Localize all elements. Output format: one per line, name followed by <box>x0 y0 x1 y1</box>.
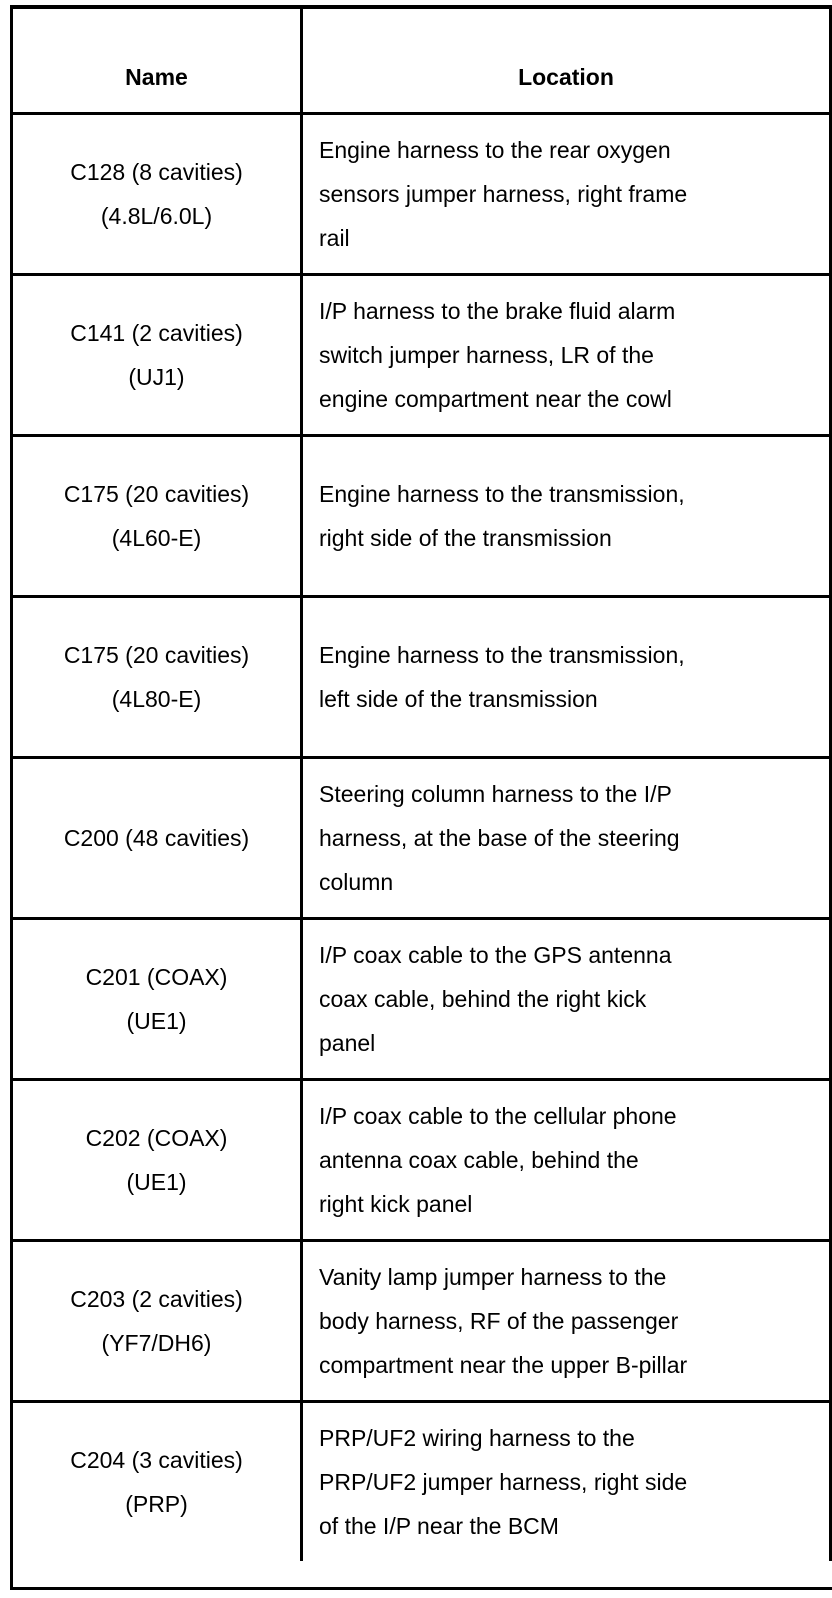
connector-location-line: Vanity lamp jumper harness to the <box>319 1264 667 1290</box>
connector-name-cell <box>13 437 303 595</box>
connector-location-line: Engine harness to the transmission, <box>319 481 685 507</box>
connector-name-line: (4L80-E) <box>111 686 202 712</box>
connector-location-cell <box>303 1403 832 1561</box>
connector-name-line: (PRP) <box>125 1491 188 1517</box>
connector-location-line: I/P coax cable to the cellular phone <box>319 1103 677 1129</box>
connector-name-line: (4.8L/6.0L) <box>100 203 213 229</box>
header-name: Name <box>13 9 303 112</box>
connector-name-line: (4L60-E) <box>111 525 202 551</box>
table-row <box>13 759 832 920</box>
connector-location-line: coax cable, behind the right kick <box>319 986 647 1012</box>
header-location: Location <box>303 9 832 112</box>
connector-name-cell <box>13 598 303 756</box>
connector-location-cell <box>303 598 832 756</box>
connector-location-line: I/P coax cable to the GPS antenna <box>319 942 672 968</box>
table-row <box>13 1403 832 1561</box>
table-row <box>13 598 832 759</box>
connector-location-line: right kick panel <box>319 1191 473 1217</box>
connector-name-line: (UE1) <box>126 1008 187 1034</box>
connector-location-line: column <box>319 869 394 895</box>
connector-location-cell <box>303 437 832 595</box>
connector-location-line: left side of the transmission <box>319 686 598 712</box>
connector-location-line: engine compartment near the cowl <box>319 386 672 412</box>
connector-name-cell <box>13 115 303 273</box>
connector-table <box>10 5 832 1590</box>
connector-location-line: harness, at the base of the steering <box>319 825 680 851</box>
connector-name-line: C128 (8 cavities) <box>70 159 243 185</box>
connector-name-line: C201 (COAX) <box>85 964 228 990</box>
table-row <box>13 1081 832 1242</box>
connector-name-cell <box>13 1081 303 1239</box>
connector-location-cell <box>303 115 832 273</box>
connector-location-line: PRP/UF2 jumper harness, right side <box>319 1469 688 1495</box>
connector-location-cell <box>303 1242 832 1400</box>
connector-name-line: (YF7/DH6) <box>101 1330 212 1356</box>
connector-name-cell <box>13 1403 303 1561</box>
connector-name-cell <box>13 759 303 917</box>
connector-name-cell <box>13 276 303 434</box>
connector-location-line: body harness, RF of the passenger <box>319 1308 679 1334</box>
connector-name-cell <box>13 1242 303 1400</box>
connector-location-line: Engine harness to the rear oxygen <box>319 137 671 163</box>
table-row <box>13 1242 832 1403</box>
table-row <box>13 920 832 1081</box>
table-row <box>13 115 832 276</box>
connector-location-line: switch jumper harness, LR of the <box>319 342 654 368</box>
connector-location-line: right side of the transmission <box>319 525 612 551</box>
connector-location-cell <box>303 1081 832 1239</box>
connector-location-line: compartment near the upper B-pillar <box>319 1352 688 1378</box>
connector-name-line: C175 (20 cavities) <box>63 481 250 507</box>
connector-location-line: I/P harness to the brake fluid alarm <box>319 298 676 324</box>
connector-name-line: C202 (COAX) <box>85 1125 228 1151</box>
connector-name-cell <box>13 920 303 1078</box>
connector-name-line: C200 (48 cavities) <box>63 825 250 851</box>
connector-location-line: rail <box>319 225 350 251</box>
connector-name-line: C141 (2 cavities) <box>70 320 243 346</box>
connector-location-line: of the I/P near the BCM <box>319 1513 559 1539</box>
table-row <box>13 276 832 437</box>
connector-location-cell <box>303 920 832 1078</box>
connector-location-line: antenna coax cable, behind the <box>319 1147 639 1173</box>
connector-location-cell <box>303 276 832 434</box>
table-header-row <box>13 9 832 115</box>
connector-location-line: Engine harness to the transmission, <box>319 642 685 668</box>
connector-location-cell <box>303 759 832 917</box>
connector-name-line: C175 (20 cavities) <box>63 642 250 668</box>
connector-name-line: C203 (2 cavities) <box>70 1286 243 1312</box>
connector-location-line: PRP/UF2 wiring harness to the <box>319 1425 635 1451</box>
table-row <box>13 437 832 598</box>
connector-location-line: panel <box>319 1030 376 1056</box>
connector-name-line: (UE1) <box>126 1169 187 1195</box>
connector-name-line: (UJ1) <box>128 364 185 390</box>
connector-location-line: sensors jumper harness, right frame <box>319 181 688 207</box>
connector-name-line: C204 (3 cavities) <box>70 1447 243 1473</box>
connector-location-line: Steering column harness to the I/P <box>319 781 672 807</box>
